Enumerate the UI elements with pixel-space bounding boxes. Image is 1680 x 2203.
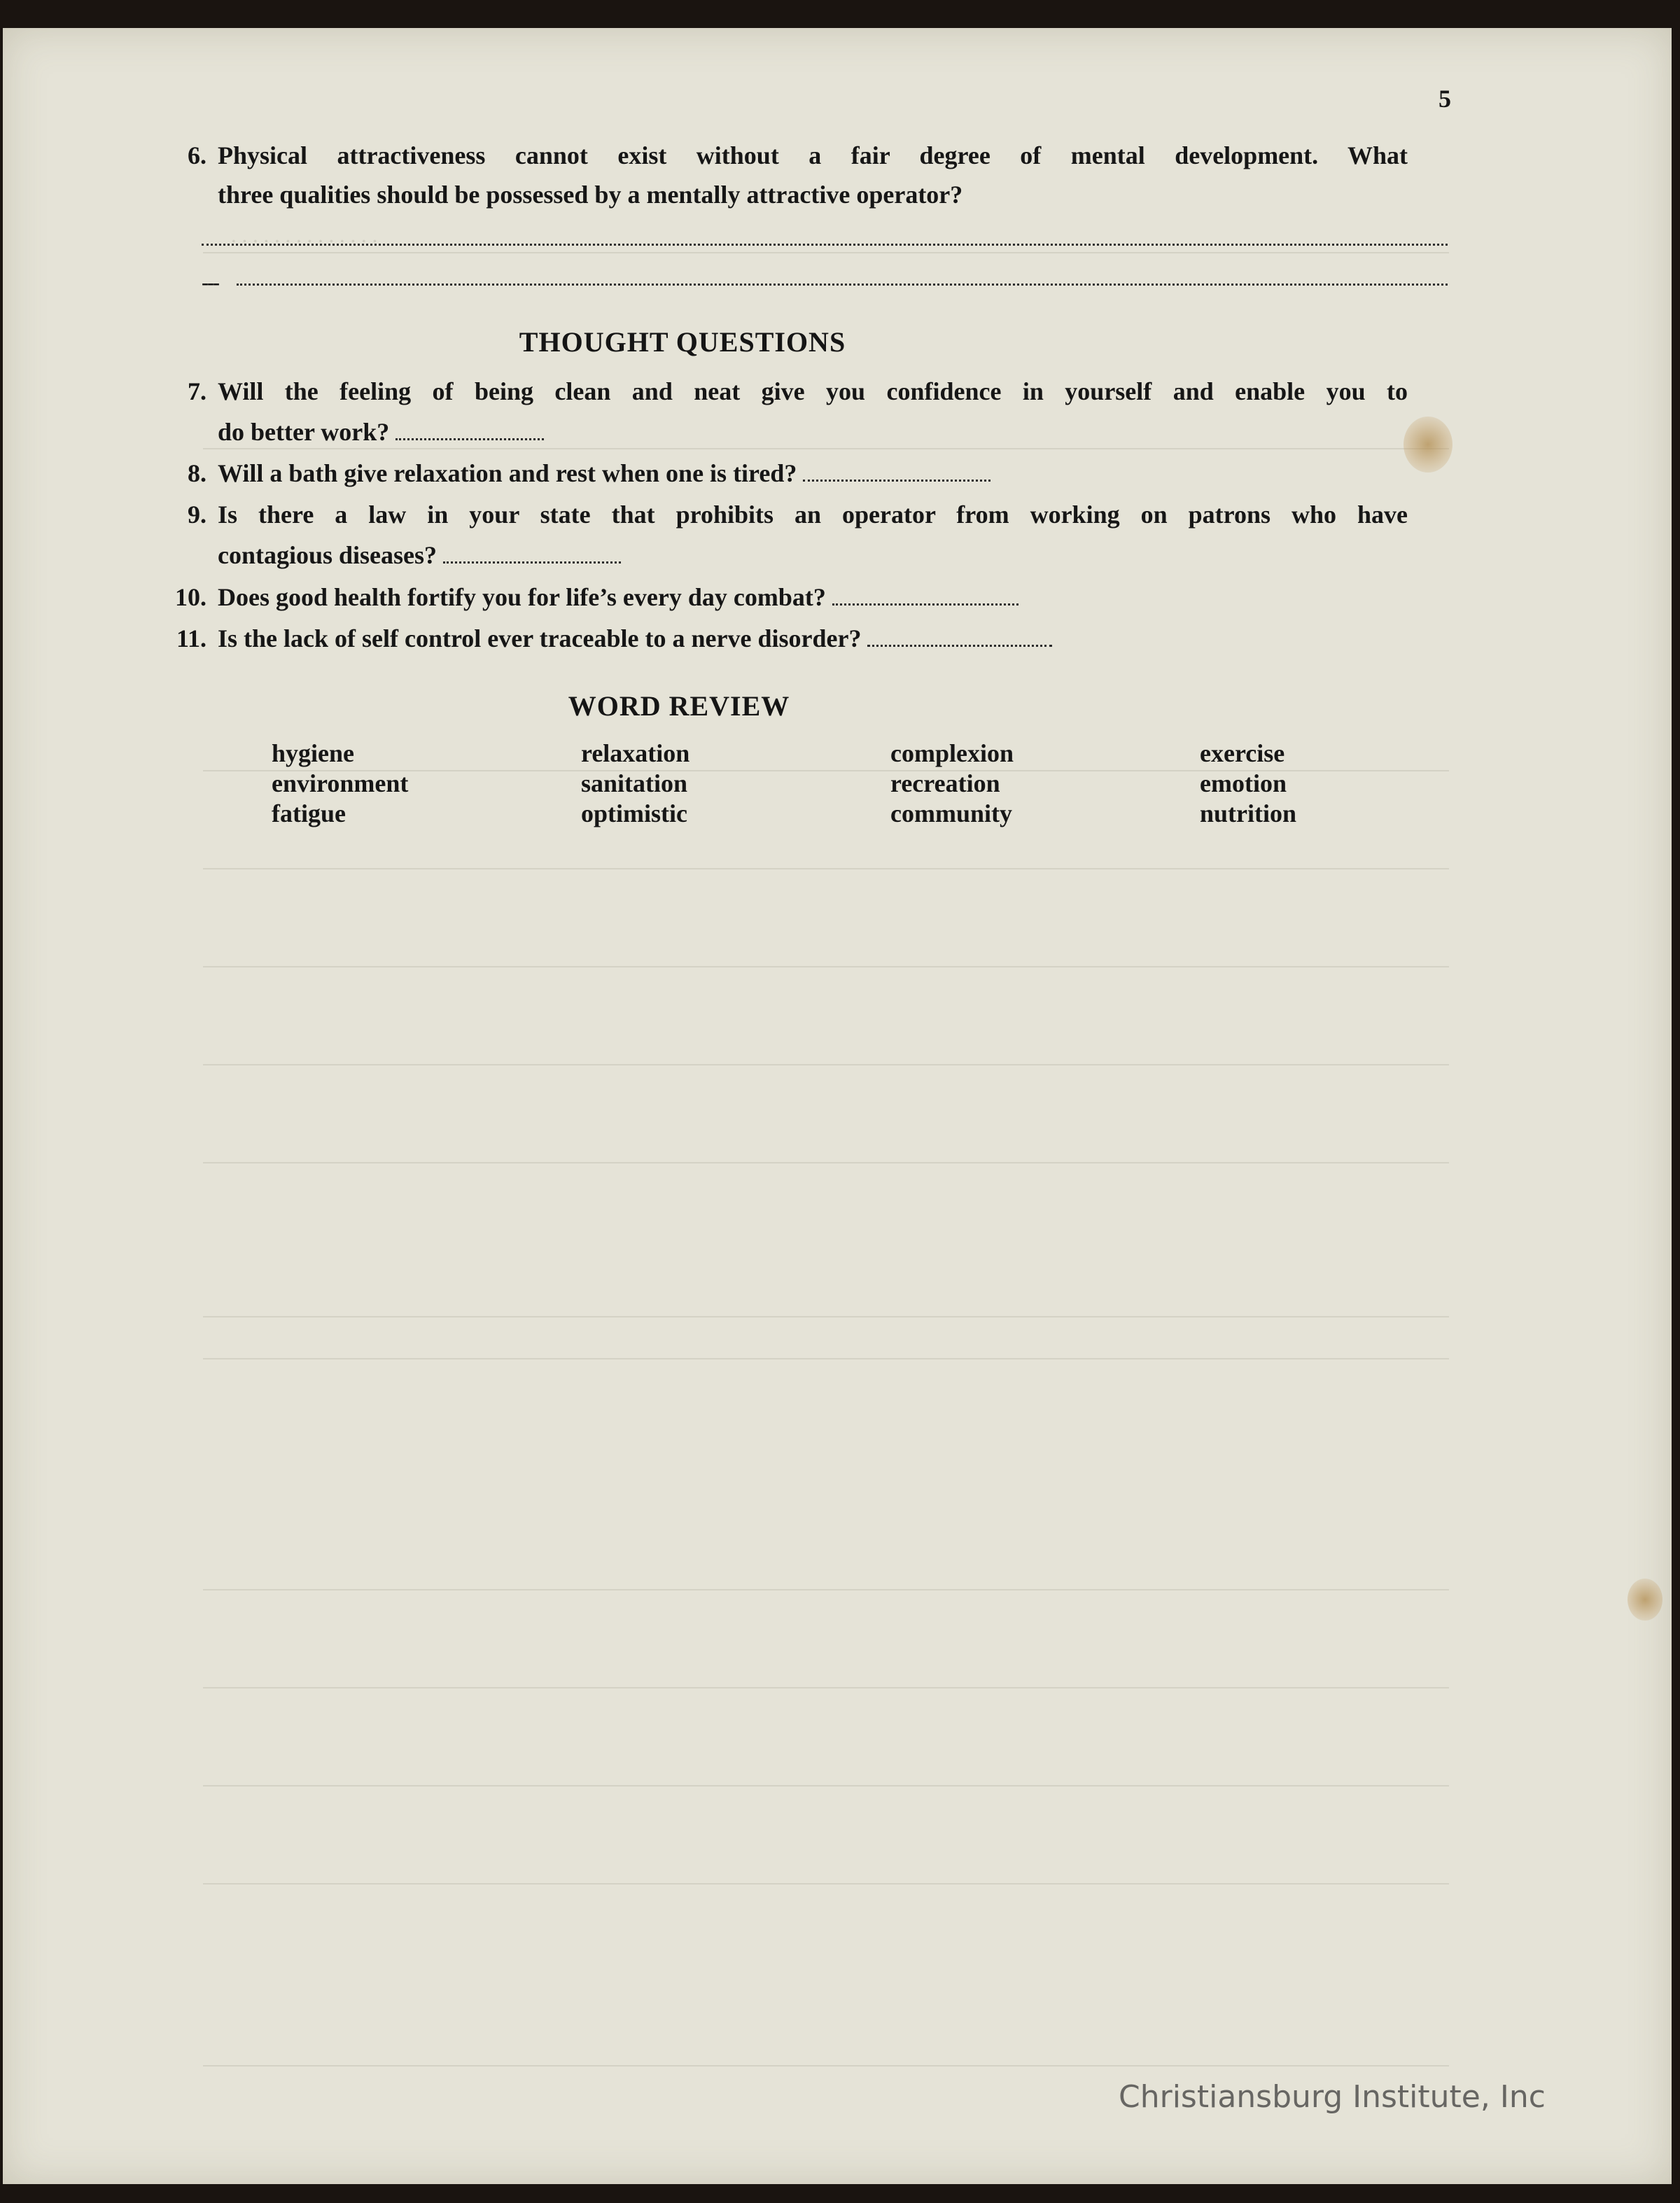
review-word: hygiene <box>272 739 355 767</box>
question-text: do better work? <box>218 418 390 446</box>
word-review-list <box>272 739 1336 829</box>
review-word: recreation <box>890 769 1000 797</box>
question-text: Is the lack of self control ever traceable to a nerve disorder? <box>218 624 862 652</box>
word-column <box>890 739 1200 829</box>
question-line-2 <box>218 412 1408 452</box>
question-8 <box>164 453 1446 495</box>
review-word: relaxation <box>581 739 690 767</box>
question-number: 7. <box>188 377 206 405</box>
answer-line[interactable] <box>237 284 1448 286</box>
question-number: 8. <box>188 459 206 487</box>
word-review-heading: WORD REVIEW <box>568 690 790 722</box>
question-6 <box>164 135 1446 219</box>
answer-line[interactable] <box>202 244 1448 246</box>
review-word: emotion <box>1200 769 1287 797</box>
question-text: contagious diseases? <box>218 541 438 569</box>
review-word: environment <box>272 769 409 797</box>
review-word: complexion <box>890 739 1014 767</box>
review-word: fatigue <box>272 799 346 827</box>
answer-blank[interactable] <box>443 554 621 564</box>
review-word: optimistic <box>581 799 687 827</box>
answer-prefix: --- <box>202 271 218 294</box>
review-word: exercise <box>1200 739 1285 767</box>
question-line-1 <box>218 577 1408 617</box>
question-text: Will a bath give relaxation and rest when one is tired? <box>218 459 797 487</box>
question-line-1: Physical attractiveness cannot exist without a fair degree of mental development. What <box>218 141 1408 169</box>
review-word: nutrition <box>1200 799 1297 827</box>
question-9 <box>164 494 1446 578</box>
question-line-1: Is there a law in your state that prohibits an operator from working on patrons who have <box>218 501 1408 529</box>
word-column <box>581 739 890 829</box>
review-word: sanitation <box>581 769 688 797</box>
question-number: 9. <box>188 501 206 529</box>
question-number: 6. <box>188 141 206 169</box>
answer-blank[interactable] <box>832 596 1018 606</box>
answer-blank[interactable] <box>867 638 1052 647</box>
thought-questions-heading: THOUGHT QUESTIONS <box>519 326 846 358</box>
watermark: Christiansburg Institute, Inc <box>1119 2079 1546 2115</box>
answer-blank[interactable] <box>803 473 990 482</box>
question-line-1 <box>218 618 1408 659</box>
question-11 <box>164 618 1446 660</box>
question-number: 10. <box>175 583 206 611</box>
question-line-1 <box>218 453 1408 494</box>
word-column <box>272 739 581 829</box>
answer-blank[interactable] <box>396 431 544 440</box>
question-line-1: Will the feeling of being clean and neat give you confidence in yourself and enable you to <box>218 377 1408 405</box>
page-number: 5 <box>1438 85 1451 113</box>
review-word: community <box>890 799 1012 827</box>
question-10 <box>164 577 1446 619</box>
question-7 <box>164 371 1446 455</box>
question-number: 11. <box>176 624 206 652</box>
question-line-2 <box>218 535 1408 575</box>
stain-mark <box>1628 1579 1662 1621</box>
word-column <box>1200 739 1336 829</box>
question-line-2: three qualities should be possessed by a mentally attractive operator? <box>218 181 963 209</box>
question-text: Does good health fortify you for life’s every day combat? <box>218 583 826 611</box>
